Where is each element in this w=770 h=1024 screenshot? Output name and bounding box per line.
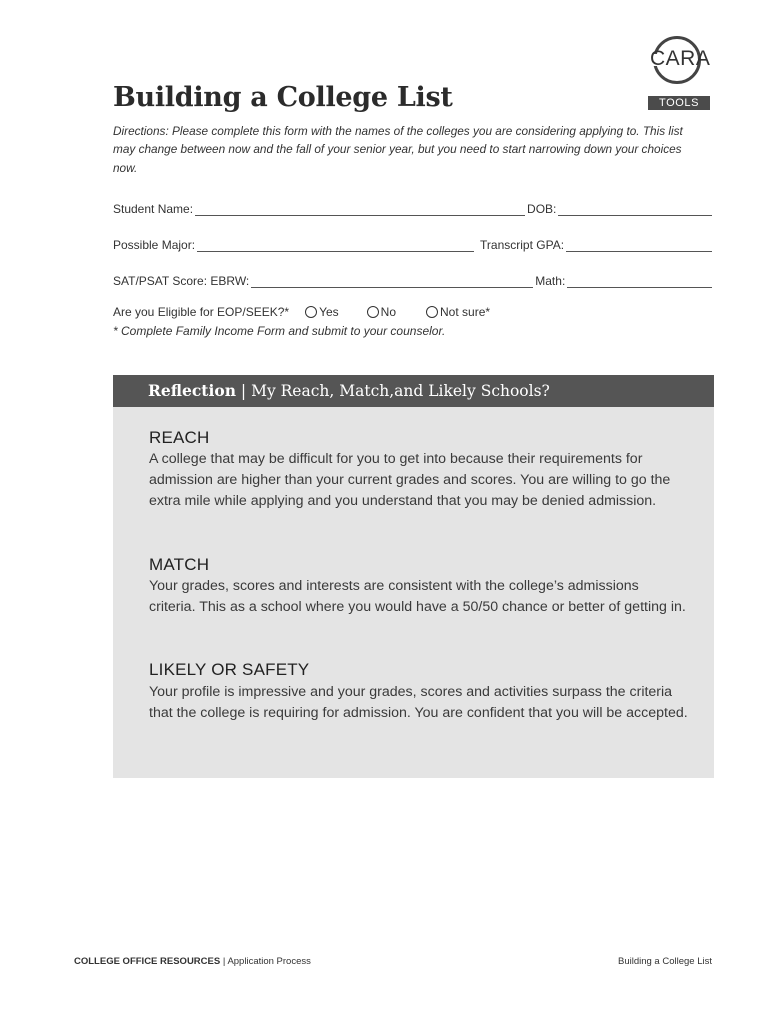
sat-ebrw-label: SAT/PSAT Score: EBRW: bbox=[113, 274, 250, 288]
possible-major-label: Possible Major: bbox=[113, 238, 196, 252]
major-row bbox=[113, 234, 714, 252]
eop-option-not-sure[interactable]: Not sure* bbox=[426, 305, 490, 319]
match-body: Your grades, scores and interests are consistent with the college’s admissions criteria. This as a school where you would have a 50/50 chance or better of getting in. bbox=[149, 578, 686, 615]
math-field[interactable] bbox=[567, 275, 712, 288]
eop-question: Are you Eligible for EOP/SEEK?* bbox=[113, 305, 290, 319]
dob-field[interactable] bbox=[558, 203, 712, 216]
transcript-gpa-field[interactable] bbox=[566, 239, 712, 252]
reflection-title: Reflection | My Reach, Match,and Likely Schools? bbox=[148, 381, 550, 400]
eop-question-row bbox=[113, 305, 490, 319]
radio-icon[interactable] bbox=[305, 306, 317, 318]
reach-body: A college that may be difficult for you to get into because their requirements for admission are higher than your current grades and scores. You are willing to go the extra mile while applying and you understand that you may be denied admission. bbox=[149, 451, 671, 509]
likely-heading: LIKELY OR SAFETY bbox=[149, 660, 310, 679]
radio-icon[interactable] bbox=[367, 306, 379, 318]
likely-body: Your profile is impressive and your grades, scores and activities surpass the criteria that the college is requiring for admission. You are confident that you will be accepted. bbox=[149, 684, 688, 721]
student-name-row bbox=[113, 198, 714, 216]
page-title: Building a College List bbox=[113, 82, 453, 113]
sat-row bbox=[113, 270, 714, 288]
logo-word: CARA bbox=[650, 47, 711, 70]
directions bbox=[113, 122, 703, 177]
footer-left: COLLEGE OFFICE RESOURCES | Application Process bbox=[74, 956, 311, 967]
sat-ebrw-field[interactable] bbox=[251, 275, 533, 288]
math-label: Math: bbox=[535, 274, 566, 288]
directions-text: Please complete this form with the names of the colleges you are considering applying to. This list may change between now and the fall of your senior year, but you need to start narrowing down your choices now. bbox=[113, 124, 683, 175]
eop-option-no[interactable]: No bbox=[367, 305, 396, 319]
match-heading: MATCH bbox=[149, 555, 210, 574]
directions-label: Directions: bbox=[113, 124, 169, 138]
logo-tools-badge: TOOLS bbox=[648, 96, 710, 110]
reach-heading: REACH bbox=[149, 428, 210, 447]
footer-right: Building a College List bbox=[617, 956, 712, 967]
transcript-gpa-label: Transcript GPA: bbox=[480, 238, 565, 252]
student-name-field[interactable] bbox=[195, 203, 525, 216]
eop-footnote: * Complete Family Income Form and submit to your counselor. bbox=[113, 324, 446, 338]
student-name-label: Student Name: bbox=[113, 202, 194, 216]
dob-label: DOB: bbox=[527, 202, 557, 216]
possible-major-field[interactable] bbox=[197, 239, 474, 252]
radio-icon[interactable] bbox=[426, 306, 438, 318]
cara-logo bbox=[646, 34, 712, 112]
eop-option-yes[interactable]: Yes bbox=[305, 305, 339, 319]
